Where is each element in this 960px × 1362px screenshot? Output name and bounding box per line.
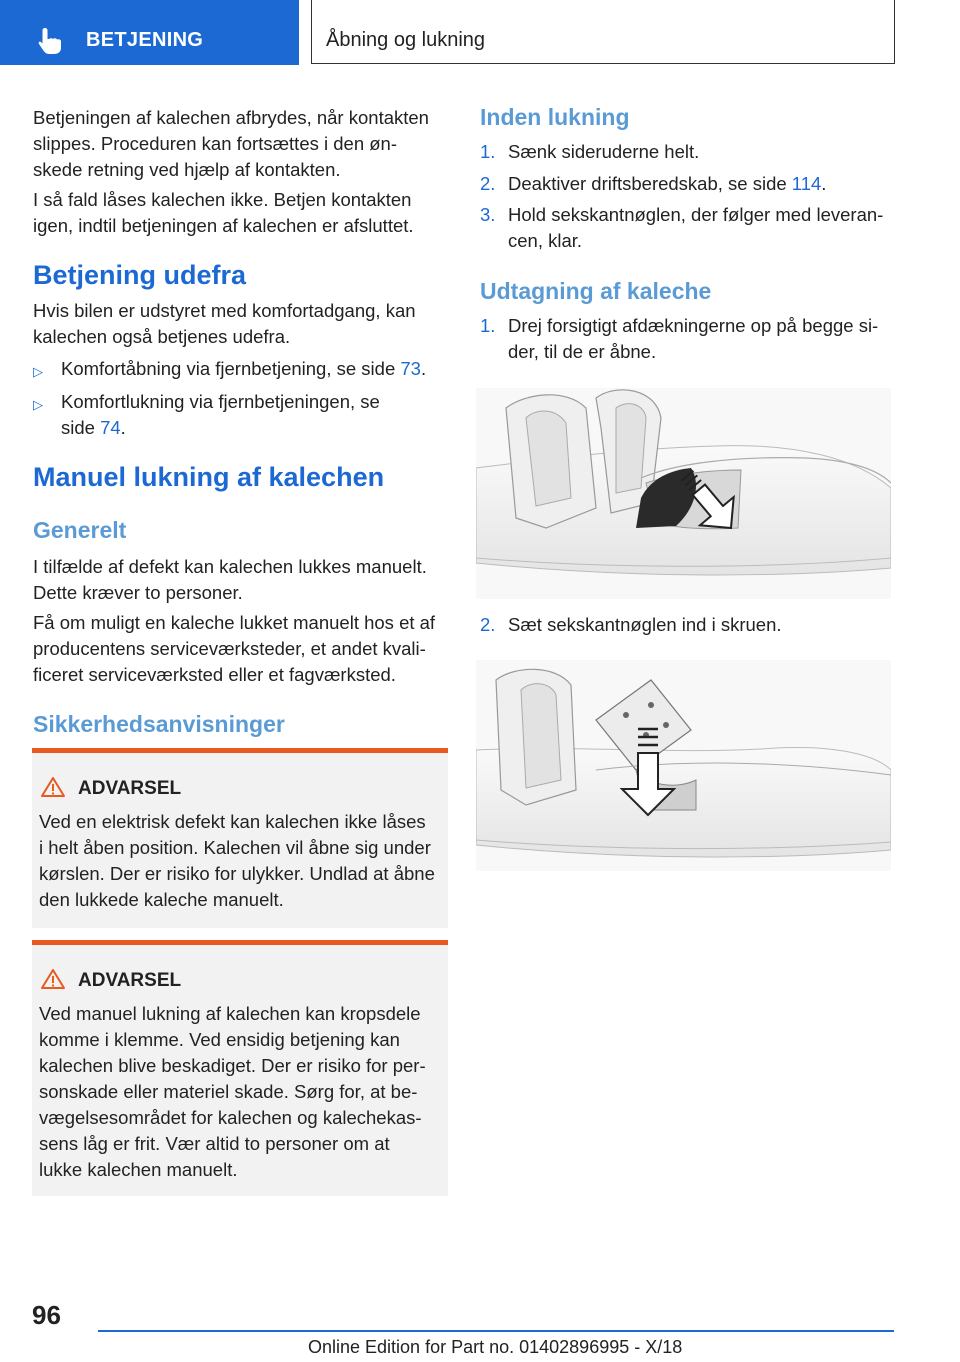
text-line: producentens serviceværksteder, et andet kvali‐ <box>33 638 426 659</box>
text-line: Ved manuel lukning af kalechen kan kropsdele <box>39 1003 421 1024</box>
text-line: lukke kalechen manuelt. <box>39 1159 238 1180</box>
text-line: Hvis bilen er udstyret med komfortadgang, kan <box>33 300 416 321</box>
text-line: sonskade eller materiel skade. Sørg for, at be‐ <box>39 1081 418 1102</box>
warning-text <box>39 1001 445 1183</box>
illustration-hex-key-insert <box>476 660 891 871</box>
bullet-text: Komfortåbning via fjernbetjening, se side 73. <box>61 358 427 379</box>
text-line: slippes. Proceduren kan fortsættes i den øn‐ <box>33 133 398 154</box>
text-line: Betjeningen af kalechen afbrydes, når kontakten <box>33 107 429 128</box>
step-item: 1. Drej forsigtigt afdækningerne op på begge si‐ der, til de er åbne. <box>480 315 879 362</box>
warning-text <box>39 809 445 913</box>
step-item: 3. Hold sekskantnøglen, der følger med leveran‐ cen, klar. <box>480 204 884 251</box>
footer-edition: Online Edition for Part no. 01402896995 - X/18 <box>308 1337 683 1357</box>
text-line: kalechen blive beskadiget. Der er risiko for per‐ <box>39 1055 426 1076</box>
intro-paragraph-2 <box>33 187 453 239</box>
warning-box-1 <box>32 748 448 928</box>
warning-triangle-icon <box>40 968 66 990</box>
text-line: vægelsesområdet for kalechen og kalechekas‐ <box>39 1107 422 1128</box>
header-section-label: BETJENING <box>86 29 204 51</box>
heading-inden-lukning: Inden lukning <box>480 104 630 130</box>
generelt-paragraph-2 <box>33 610 453 688</box>
heading-betjening-udefra: Betjening udefra <box>33 260 247 290</box>
page-link-114[interactable]: 114 <box>791 173 822 194</box>
illustration-cover-open <box>476 388 891 599</box>
text-line: den lukkede kaleche manuelt. <box>39 889 284 910</box>
warning-title: ADVARSEL <box>78 970 182 991</box>
bullet-text: Komfortlukning via fjernbetjeningen, se side 74. <box>61 391 380 438</box>
warning-bar <box>32 940 448 945</box>
step-item: 2. Deaktiver driftsberedskab, se side 114. <box>480 173 827 194</box>
text-line: I tilfælde af defekt kan kalechen lukkes manuelt. <box>33 556 427 577</box>
page-link-74[interactable]: 74 <box>100 417 121 438</box>
heading-sikkerhedsanvisninger: Sikkerhedsanvisninger <box>33 711 285 737</box>
intro-paragraph-1 <box>33 105 453 183</box>
warning-title: ADVARSEL <box>78 778 182 799</box>
text-line: Ved en elektrisk defekt kan kalechen ikke låses <box>39 811 426 832</box>
heading-udtagning: Udtagning af kaleche <box>480 278 712 304</box>
text-line: kørslen. Der er risiko for ulykker. Undlad at åbne <box>39 863 435 884</box>
text-line: igen, indtil betjeningen af kalechen er afsluttet. <box>33 215 414 236</box>
hand-pointer-icon <box>36 27 68 55</box>
warning-box-2 <box>32 940 448 1196</box>
text-line: kalechen også betjenes udefra. <box>33 326 291 347</box>
warning-triangle-icon <box>40 776 66 798</box>
step-item: 1. Sænk sideruderne helt. <box>480 141 700 162</box>
text-line: skede retning ved hjælp af kontakten. <box>33 159 341 180</box>
bullet-item <box>33 356 453 384</box>
text-line: I så fald låses kalechen ikke. Betjen kontakten <box>33 189 412 210</box>
text-line: i helt åben position. Kalechen vil åbne sig under <box>39 837 431 858</box>
udefra-paragraph <box>33 298 453 350</box>
text-line: sens låg er frit. Vær altid to personer om at <box>39 1133 390 1154</box>
warning-bar <box>32 748 448 753</box>
footer-rule <box>98 1330 894 1332</box>
generelt-paragraph-1 <box>33 554 453 606</box>
text-line: Dette kræver to personer. <box>33 582 243 603</box>
step-item: 2. Sæt sekskantnøglen ind i skruen. <box>480 614 782 635</box>
heading-generelt: Generelt <box>33 517 127 543</box>
triangle-bullet-icon: ▷ <box>33 364 43 379</box>
page-number: 96 <box>32 1300 61 1330</box>
page-link-73[interactable]: 73 <box>400 358 421 379</box>
header-title: Åbning og lukning <box>326 29 486 51</box>
text-line: ficeret serviceværksted eller et fagværksted. <box>33 664 396 685</box>
triangle-bullet-icon: ▷ <box>33 397 43 412</box>
text-line: komme i klemme. Ved ensidig betjening kan <box>39 1029 400 1050</box>
heading-manuel-lukning: Manuel lukning af kalechen <box>33 462 385 492</box>
text-line: Få om muligt en kaleche lukket manuelt hos et af <box>33 612 436 633</box>
bullet-item <box>33 389 453 443</box>
